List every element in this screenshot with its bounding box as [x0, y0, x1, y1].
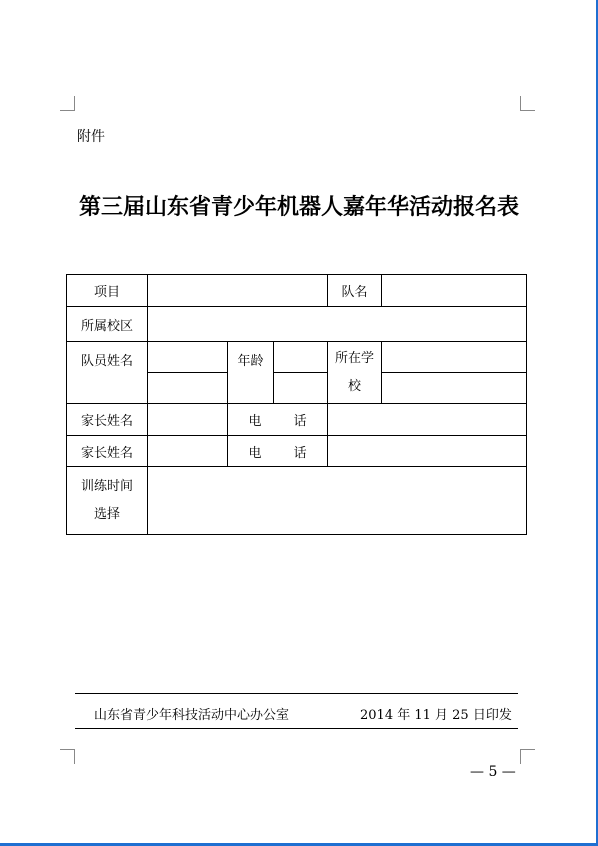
phone-field-2[interactable]	[328, 436, 527, 467]
project-field[interactable]	[148, 275, 328, 307]
team-name-label: 队名	[328, 275, 382, 307]
training-time-field[interactable]	[148, 467, 527, 535]
age-label	[228, 342, 274, 404]
page-title: 第三届山东省青少年机器人嘉年华活动报名表	[78, 195, 519, 220]
crop-mark-top-right	[520, 96, 535, 111]
parent-name-field-1[interactable]	[148, 404, 228, 436]
footer-date: 2014 年 11 月 25 日印发	[360, 708, 512, 723]
footer-divider-top	[75, 693, 518, 694]
school-label-line2: 校	[348, 378, 362, 394]
phone-label-2: 电 话	[228, 436, 328, 467]
attachment-label: 附件	[77, 129, 105, 145]
parent-name-label-1: 家长姓名	[67, 404, 148, 436]
training-time-label-line2: 选择	[93, 506, 120, 522]
parent-name-label-2: 家长姓名	[67, 436, 148, 467]
footer-office: 山东省青少年科技活动中心办公室	[94, 708, 290, 723]
age-field-2[interactable]	[274, 373, 328, 404]
training-time-label-line1: 训练时间	[80, 478, 133, 494]
campus-field[interactable]	[148, 307, 527, 342]
crop-mark-bottom-right	[520, 749, 535, 764]
school-label	[328, 342, 382, 404]
member-name-field-1[interactable]	[148, 342, 228, 373]
age-label-text: 年龄	[237, 354, 264, 369]
team-name-field[interactable]	[382, 275, 527, 307]
member-name-label-text: 队员姓名	[80, 354, 133, 369]
phone-label-1: 电 话	[228, 404, 328, 436]
project-label: 项目	[67, 275, 148, 307]
age-field-1[interactable]	[274, 342, 328, 373]
crop-mark-top-left	[60, 96, 75, 111]
training-time-label	[67, 467, 148, 535]
footer-divider-bottom	[75, 728, 518, 729]
campus-label: 所属校区	[67, 307, 148, 342]
registration-form-table	[66, 274, 527, 535]
school-label-line1: 所在学	[335, 350, 375, 366]
page-number: — 5 —	[470, 764, 516, 780]
member-name-label	[67, 342, 148, 404]
phone-field-1[interactable]	[328, 404, 527, 436]
school-field-2[interactable]	[382, 373, 527, 404]
parent-name-field-2[interactable]	[148, 436, 228, 467]
crop-mark-bottom-left	[60, 749, 75, 764]
school-field-1[interactable]	[382, 342, 527, 373]
member-name-field-2[interactable]	[148, 373, 228, 404]
